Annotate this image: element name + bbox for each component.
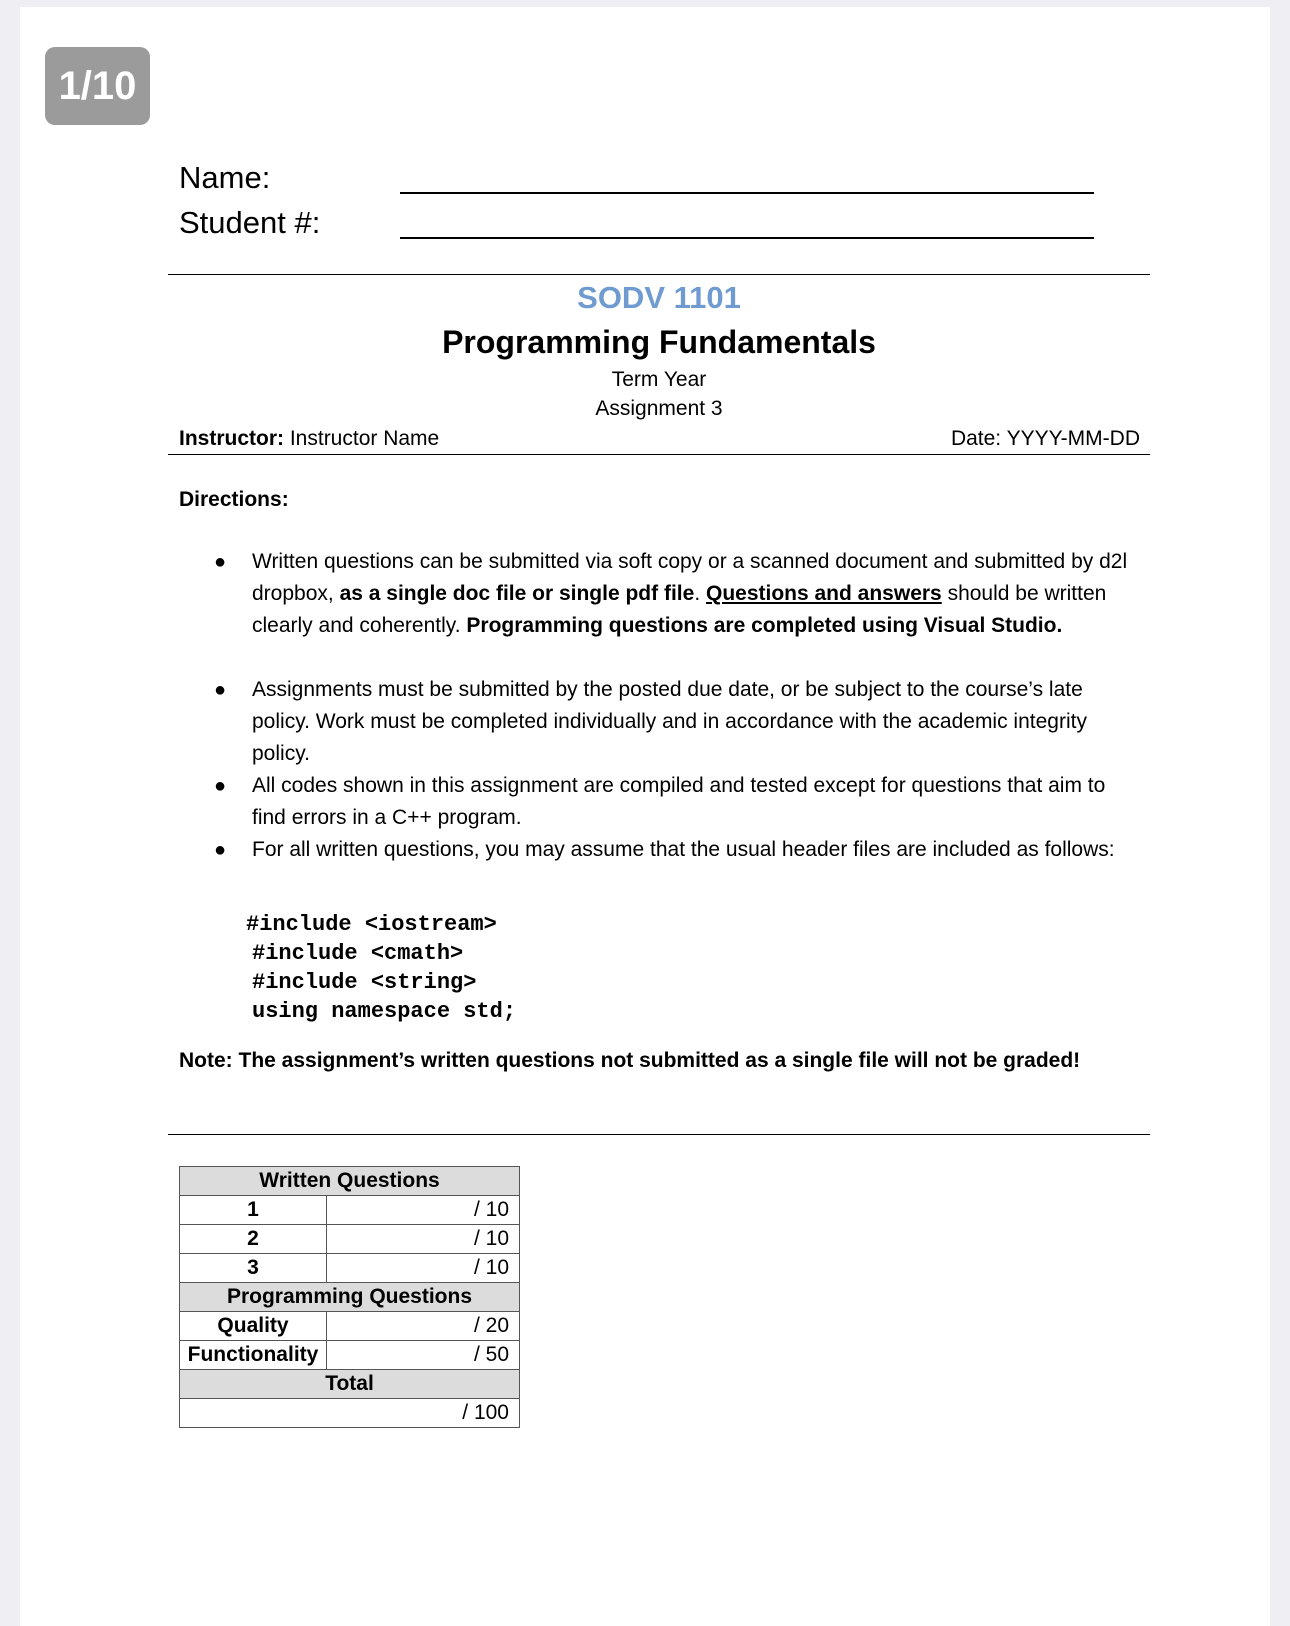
bullet-4: ● For all written questions, you may assume that the usual header files are included as follows:	[214, 838, 1115, 861]
note: Note: The assignment’s written questions not submitted as a single file will not be graded!	[179, 1049, 1081, 1072]
student-number-line	[400, 237, 1094, 239]
divider	[168, 454, 1150, 455]
grades-table	[179, 1166, 520, 1428]
code-block: #include <iostream> #include <cmath> #include <string> using namespace std;	[246, 912, 517, 1024]
written-header: Written Questions	[180, 1167, 520, 1196]
table-row: 1 / 10	[180, 1196, 520, 1225]
course-title: Programming Fundamentals	[442, 324, 876, 360]
date: Date: YYYY-MM-DD	[950, 427, 1140, 450]
table-row: Functionality / 50	[180, 1341, 520, 1370]
student-number-label: Student #:	[179, 205, 321, 240]
name-line	[400, 192, 1094, 194]
assignment-number: Assignment 3	[595, 397, 723, 420]
total-header: Total	[180, 1370, 520, 1399]
bullet-3: ● All codes shown in this assignment are compiled and tested except for questions that aim to find errors in a C++ program.	[214, 774, 1106, 829]
total-value: / 100	[180, 1399, 520, 1428]
course-code: SODV 1101	[577, 280, 741, 315]
bullet-1: ● Written questions can be submitted via soft copy or a scanned document and submitted by d2l dropbox, as a single doc file or single pdf file. Questions and answers should be written clearly and coherently. Programming questions are completed using Visual Studio.	[214, 550, 1128, 637]
page-indicator: 1/10	[45, 47, 150, 125]
instructor-label: Instructor:	[179, 427, 284, 450]
programming-header: Programming Questions	[180, 1283, 520, 1312]
bullet-2: ● Assignments must be submitted by the posted due date, or be subject to the course’s late policy. Work must be completed individually and in accordance with the academic integrity policy.	[214, 678, 1087, 765]
table-row: 3 / 10	[180, 1254, 520, 1283]
divider	[168, 1134, 1150, 1135]
name-label: Name:	[179, 160, 271, 195]
table-row	[180, 1399, 520, 1428]
instructor-name: Instructor Name	[289, 427, 440, 450]
term: Term Year	[611, 368, 707, 391]
divider	[168, 274, 1150, 275]
directions-heading: Directions:	[179, 488, 289, 511]
instructor	[179, 427, 439, 451]
table-row: 2 / 10	[180, 1225, 520, 1254]
table-row: Quality / 20	[180, 1312, 520, 1341]
